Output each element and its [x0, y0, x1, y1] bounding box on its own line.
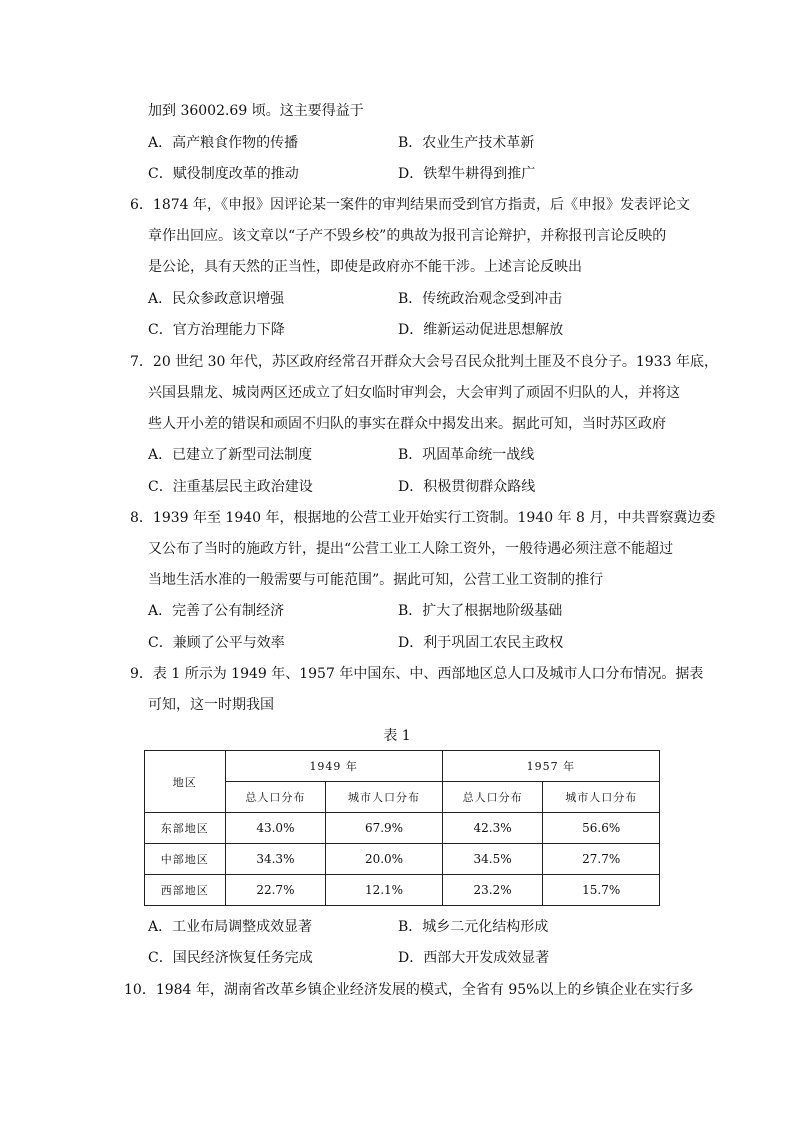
- q5-option-d: D．铁犁牛耕得到推广: [398, 166, 536, 182]
- table-cell-region: 中部地区: [145, 844, 226, 875]
- q8-stem-line-2: 又公布了当时的施政方针，提出“公营工业工人除工资外，一般待遇必须注意不能超过: [148, 541, 674, 557]
- table-subheader: 总人口分布: [442, 782, 543, 813]
- table-subheader: 城市人口分布: [543, 782, 660, 813]
- q5-option-c: C．赋役制度改革的推动: [148, 166, 299, 182]
- q6-stem-line-1: 6．1874 年，《申报》因评论某一案件的审判结果而受到官方指责，后《申报》发表评论文: [130, 197, 690, 213]
- table-subheader: 总人口分布: [225, 782, 326, 813]
- table-row: [145, 813, 660, 844]
- q7-option-d: D．积极贯彻群众路线: [398, 479, 536, 495]
- q9-stem-line-1: 9．表 1 所示为 1949 年、1957 年中国东、中、西部地区总人口及城市人口分布情况。据表: [130, 666, 704, 682]
- table-header-year-1949: 1949 年: [225, 751, 442, 782]
- population-table: [144, 750, 660, 906]
- q8-option-a: A．完善了公有制经济: [148, 603, 285, 619]
- table-cell: 34.5%: [442, 844, 543, 875]
- table-row: [145, 875, 660, 906]
- table-cell: 23.2%: [442, 875, 543, 906]
- table-cell-region: 东部地区: [145, 813, 226, 844]
- q7-option-a: A．已建立了新型司法制度: [148, 447, 313, 463]
- table-cell: 27.7%: [543, 844, 660, 875]
- q6-option-c: C．官方治理能力下降: [148, 322, 285, 338]
- q9-option-b: B．城乡二元化结构形成: [398, 919, 549, 935]
- q6-option-d: D．维新运动促进思想解放: [398, 322, 564, 338]
- table-cell: 42.3%: [442, 813, 543, 844]
- table-cell: 12.1%: [326, 875, 443, 906]
- table-cell-region: 西部地区: [145, 875, 226, 906]
- q7-stem-line-3: 些人开小差的错误和顽固不归队的事实在群众中揭发出来。据此可知，当时苏区政府: [148, 416, 666, 432]
- q6-option-a: A．民众参政意识增强: [148, 291, 285, 307]
- q9-option-c: C．国民经济恢复任务完成: [148, 950, 313, 966]
- q7-option-c: C．注重基层民主政治建设: [148, 479, 313, 495]
- table-cell: 67.9%: [326, 813, 443, 844]
- q9-option-a: A．工业布局调整成效显著: [148, 919, 313, 935]
- q5-stem-tail: 加到 36002.69 顷。这主要得益于: [148, 103, 364, 119]
- table-caption: 表 1: [383, 728, 411, 744]
- q5-option-a: A．高产粮食作物的传播: [148, 135, 299, 151]
- q7-option-b: B．巩固革命统一战线: [398, 447, 535, 463]
- q5-option-b: B．农业生产技术革新: [398, 135, 535, 151]
- table-cell: 34.3%: [225, 844, 326, 875]
- q6-option-b: B．传统政治观念受到冲击: [398, 291, 563, 307]
- q7-stem-line-1: 7．20 世纪 30 年代，苏区政府经常召开群众大会号召民众批判土匪及不良分子。1933 年底，: [130, 354, 718, 370]
- table-cell: 20.0%: [326, 844, 443, 875]
- table-cell: 22.7%: [225, 875, 326, 906]
- q8-option-c: C．兼顾了公平与效率: [148, 635, 285, 651]
- q6-stem-line-2: 章作出回应。该文章以“子产不毁乡校”的典故为报刊言论辩护，并称报刊言论反映的: [148, 228, 667, 244]
- q8-option-b: B．扩大了根据地阶级基础: [398, 603, 563, 619]
- table-subheader: 城市人口分布: [326, 782, 443, 813]
- q8-option-d: D．利于巩固工农民主政权: [398, 635, 564, 651]
- q10-stem-line-1: 10．1984 年，湖南省改革乡镇企业经济发展的模式，全省有 95%以上的乡镇企业在实行多: [124, 982, 694, 998]
- table-header-region: 地区: [145, 751, 226, 813]
- table-cell: 43.0%: [225, 813, 326, 844]
- q6-stem-line-3: 是公论，具有天然的正当性，即使是政府亦不能干涉。上述言论反映出: [148, 259, 582, 275]
- table-header-year-1957: 1957 年: [442, 751, 659, 782]
- q7-stem-line-2: 兴国县鼎龙、城岗两区还成立了妇女临时审判会，大会审判了顽固不归队的人，并将这: [148, 385, 680, 401]
- table-cell: 15.7%: [543, 875, 660, 906]
- q8-stem-line-1: 8．1939 年至 1940 年，根据地的公营工业开始实行工资制。1940 年 8 月，中共晋察冀边委: [130, 510, 716, 526]
- table-cell: 56.6%: [543, 813, 660, 844]
- q9-stem-line-2: 可知，这一时期我国: [148, 697, 274, 713]
- q9-option-d: D．西部大开发成效显著: [398, 950, 550, 966]
- q8-stem-line-3: 当地生活水准的一般需要与可能范围”。据此可知，公营工业工资制的推行: [148, 572, 604, 588]
- table-row: [145, 844, 660, 875]
